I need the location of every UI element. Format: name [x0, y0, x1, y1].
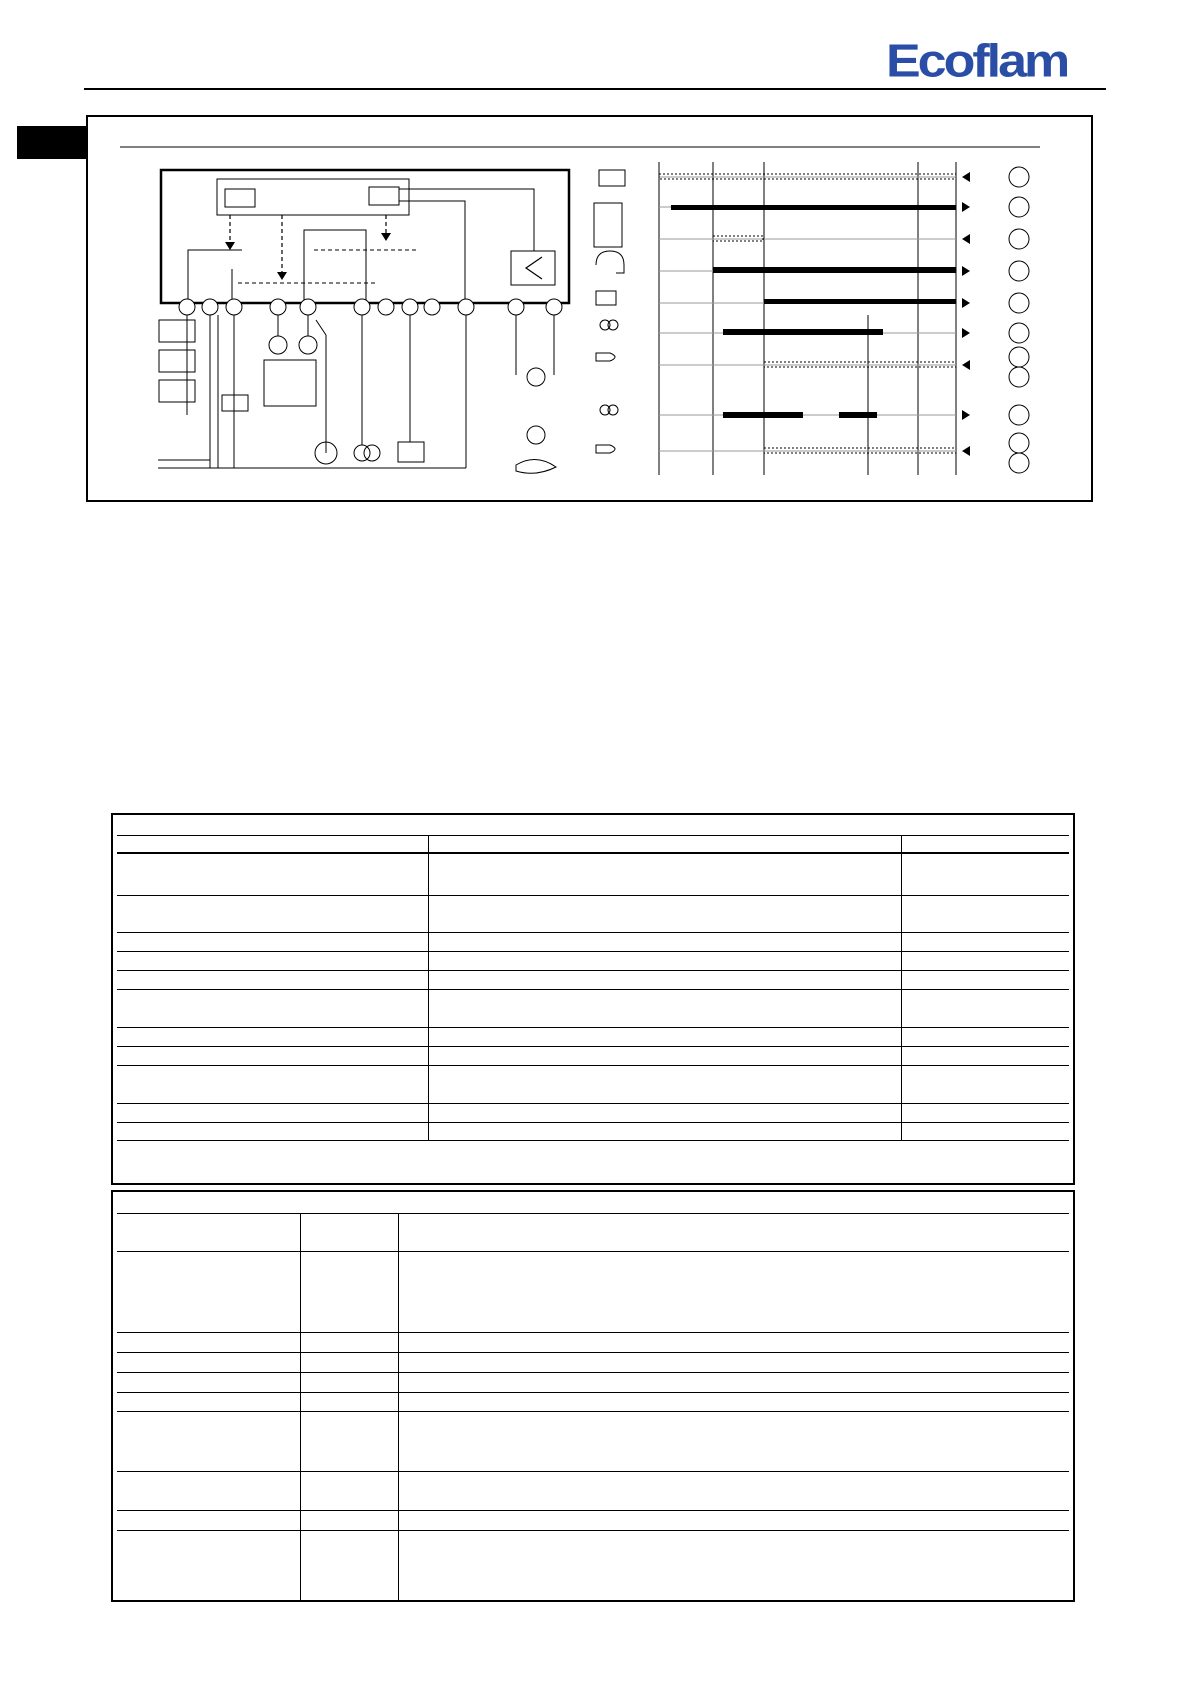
language-side-tab: [17, 126, 86, 159]
flame-sensor-icon: [596, 353, 615, 361]
thermostat-icon: [599, 170, 625, 186]
gas-valve-icon: [596, 291, 616, 305]
fan-motor-icon: [596, 251, 624, 273]
specification-table-1: [111, 813, 1075, 1185]
ecoflam-logo: Ecoflam: [886, 35, 1068, 88]
header-rule: [84, 88, 1106, 90]
wiring-and-sequence-diagram: [86, 115, 1093, 502]
amplifier-box: [511, 251, 555, 285]
specification-table-2: [111, 1190, 1075, 1602]
air-pressure-switch-icon: [594, 203, 622, 247]
